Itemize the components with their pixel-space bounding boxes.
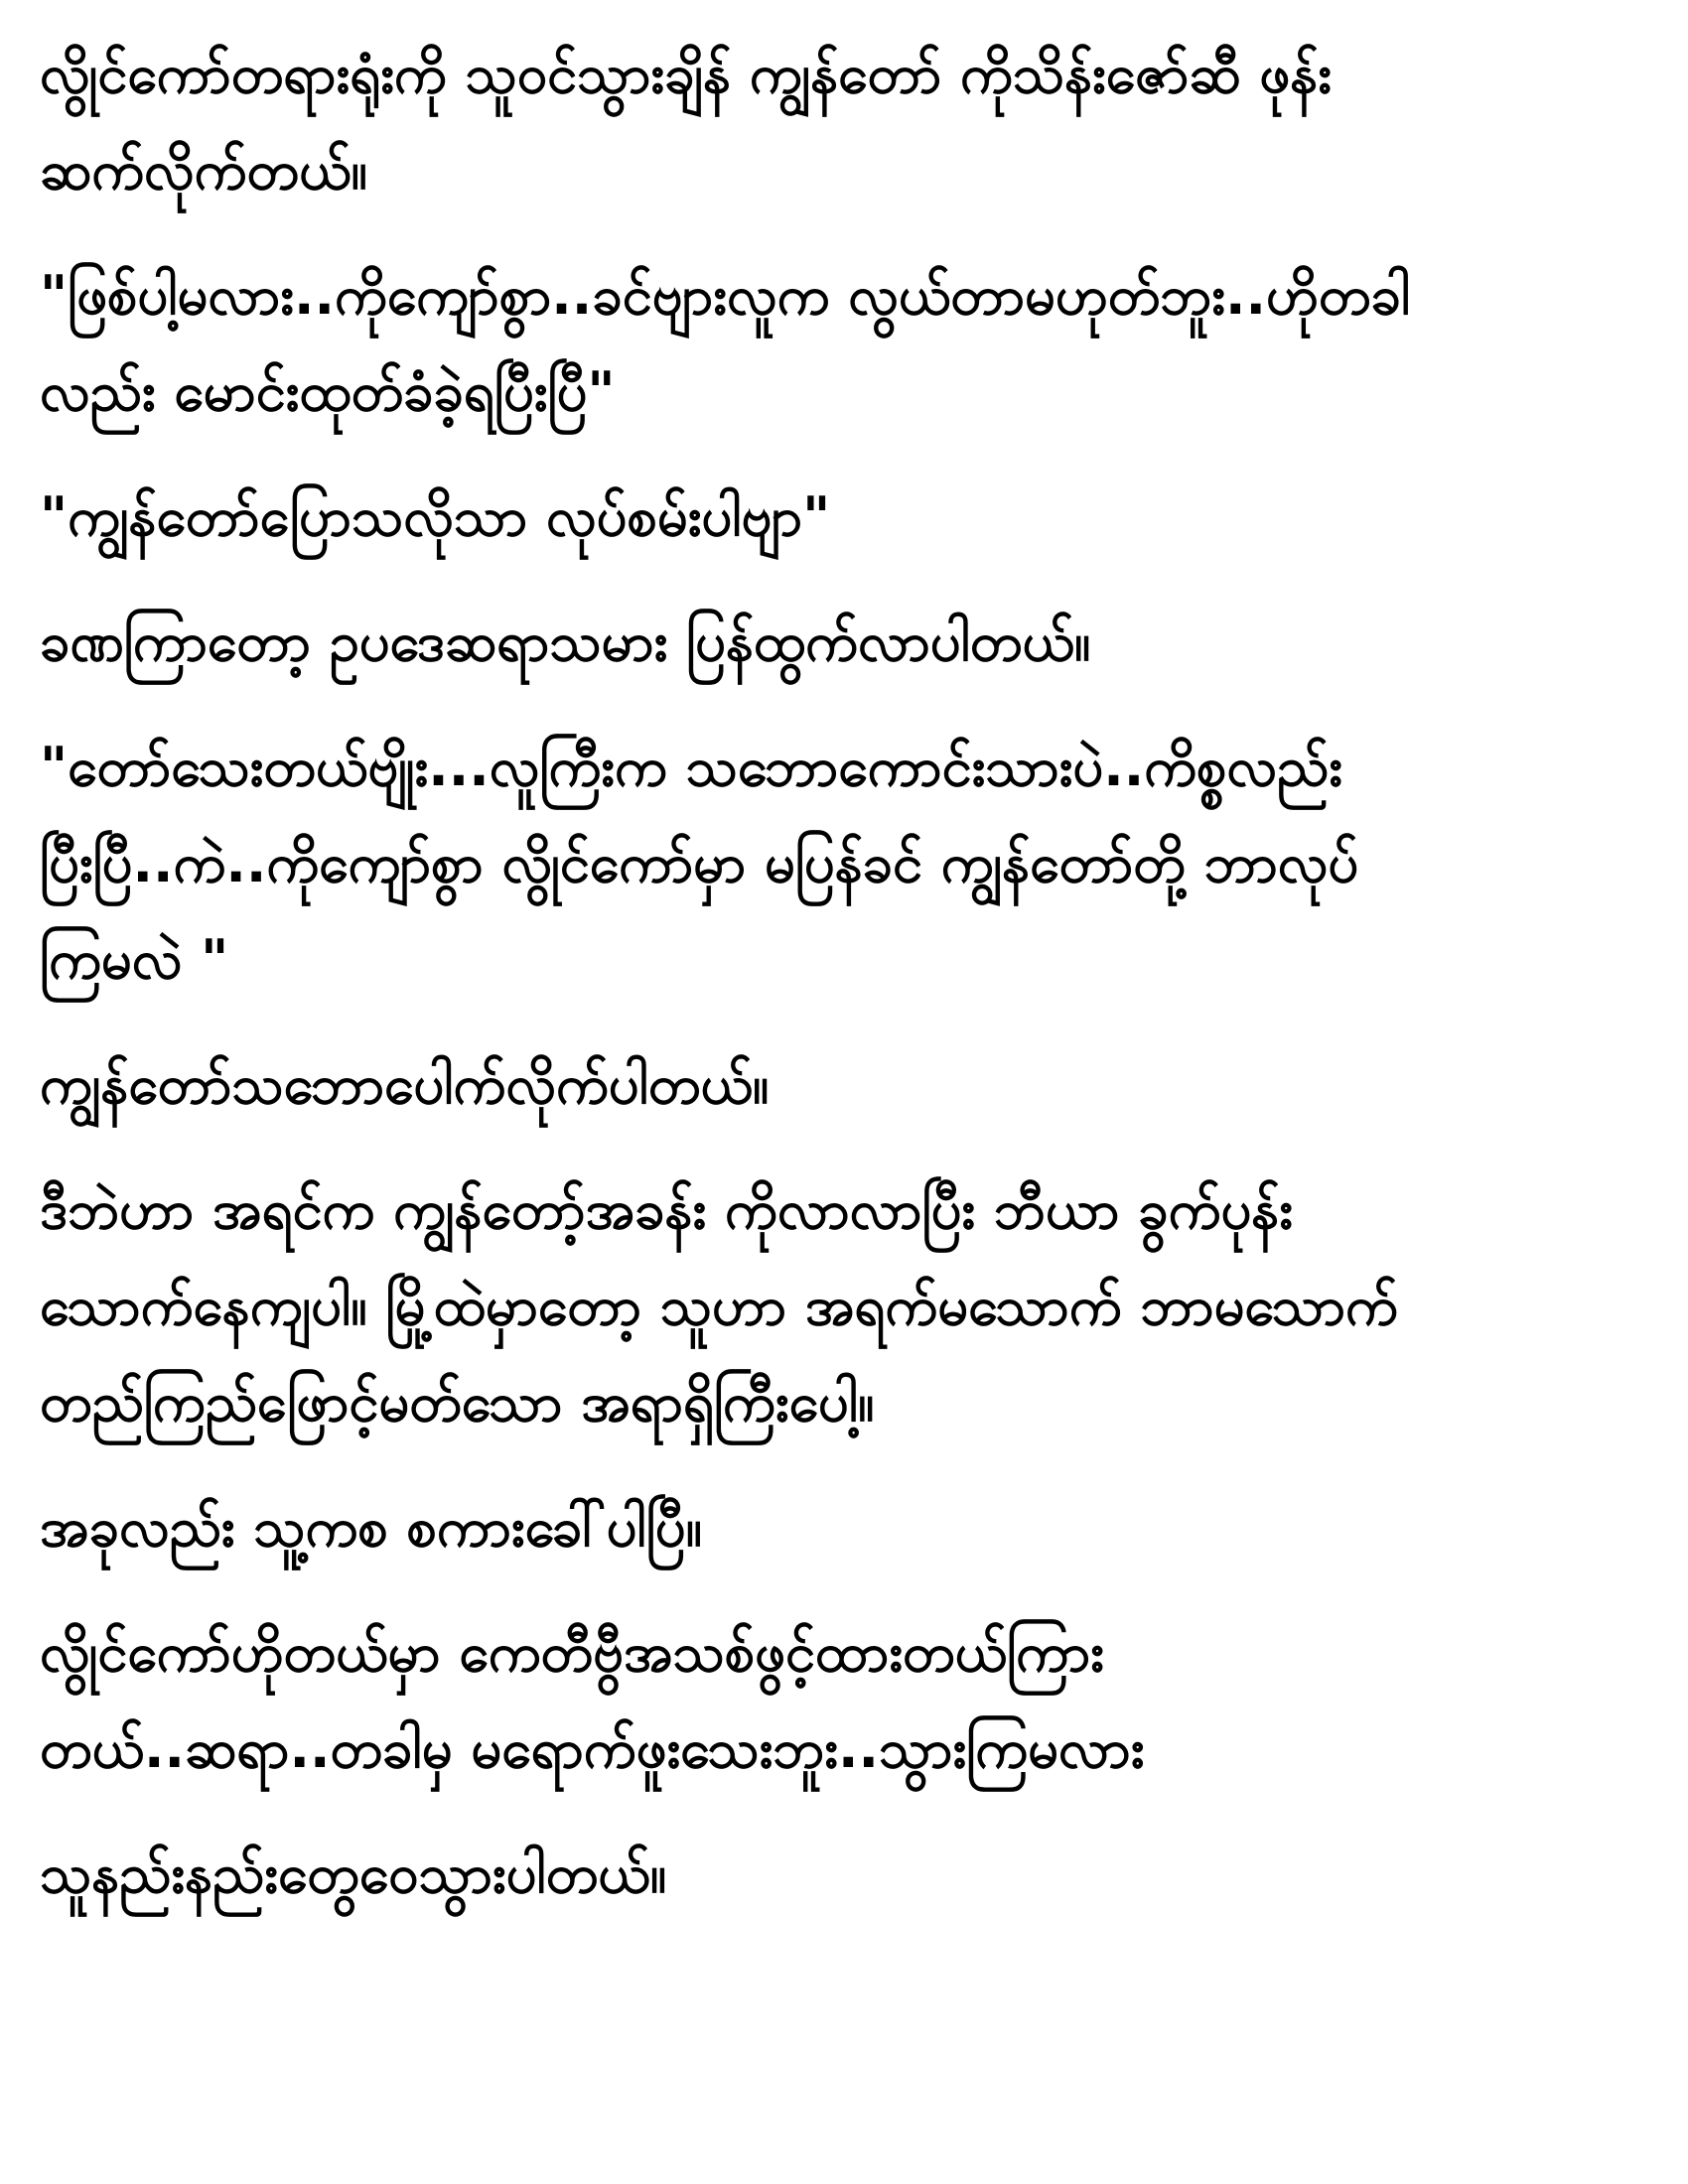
text-line: တည်ကြည်ဖြောင့်မတ်သော အရာရှိကြီးပေါ့။ bbox=[40, 1371, 875, 1433]
paragraph-8 bbox=[40, 1479, 1618, 1575]
text-line: ကြမလဲ " bbox=[40, 928, 229, 991]
text-line: ကျွန်တော်သဘောပေါက်လိုက်ပါတယ်။ bbox=[40, 1053, 770, 1116]
text-line: လွိုင်ကော်ဟိုတယ်မှာ ကေတီဗွီအသစ်ဖွင့်ထားတယ်ကြား bbox=[40, 1621, 1104, 1684]
text-line: တယ်..ဆရာ..တခါမှ မရောက်ဖူးသေးဘူး..သွားကြမလား bbox=[40, 1717, 1145, 1780]
text-line: "တော်သေးတယ်ဗျိုး...လူကြီးက သဘောကောင်းသားပဲ..ကိစ္စလည်း bbox=[40, 736, 1342, 798]
text-line: အခုလည်း သူ့ကစ စကားခေါ်ပါပြီ။ bbox=[40, 1496, 702, 1559]
text-line: သူနည်းနည်းတွေဝေသွားပါတယ်။ bbox=[40, 1843, 667, 1905]
paragraph-4 bbox=[40, 594, 1618, 690]
text-line: ဒီဘဲဟာ အရင်က ကျွန်တော့်အခန်း ကိုလာလာပြီး ဘီယာ ခွက်ပုန်း bbox=[40, 1178, 1293, 1241]
paragraph-7 bbox=[40, 1161, 1618, 1450]
text-line: ပြီးပြီ..ကဲ..ကိုကျော်စွာ လွိုင်ကော်မှာ မပြန်ခင် ကျွန်တော်တို့ ဘာလုပ် bbox=[40, 832, 1359, 894]
paragraph-3-quote bbox=[40, 469, 1618, 565]
text-line: ဆက်လိုက်တယ်။ bbox=[40, 139, 367, 202]
text-line: "ဖြစ်ပါ့မလား..ကိုကျော်စွာ..ခင်ဗျားလူက လွယ်တာမဟုတ်ဘူး..ဟိုတခါ bbox=[40, 264, 1411, 327]
paragraph-6 bbox=[40, 1036, 1618, 1133]
paragraph-5-quote bbox=[40, 719, 1618, 1008]
paragraph-1 bbox=[40, 26, 1618, 218]
text-line: လွိုင်ကော်တရားရုံးကို သူဝင်သွားချိန် ကျွန်တော် ကိုသိန်းဇော်ဆီ ဖုန်း bbox=[40, 43, 1332, 105]
paragraph-10 bbox=[40, 1826, 1618, 1922]
text-line: လည်း မောင်းထုတ်ခံခဲ့ရပြီးပြီ" bbox=[40, 360, 616, 423]
paragraph-2-quote bbox=[40, 247, 1618, 440]
paragraph-9 bbox=[40, 1604, 1618, 1797]
text-line: သောက်နေကျပါ။ မြို့ထဲမှာတော့ သူဟာ အရက်မသောက် ဘာမသောက် bbox=[40, 1275, 1398, 1337]
text-line: "ကျွန်တော်ပြောသလိုသာ လုပ်စမ်းပါဗျာ" bbox=[40, 485, 831, 548]
text-line: ခဏကြာတော့ ဥပဒေဆရာသမား ပြန်ထွက်လာပါတယ်။ bbox=[40, 611, 1091, 673]
